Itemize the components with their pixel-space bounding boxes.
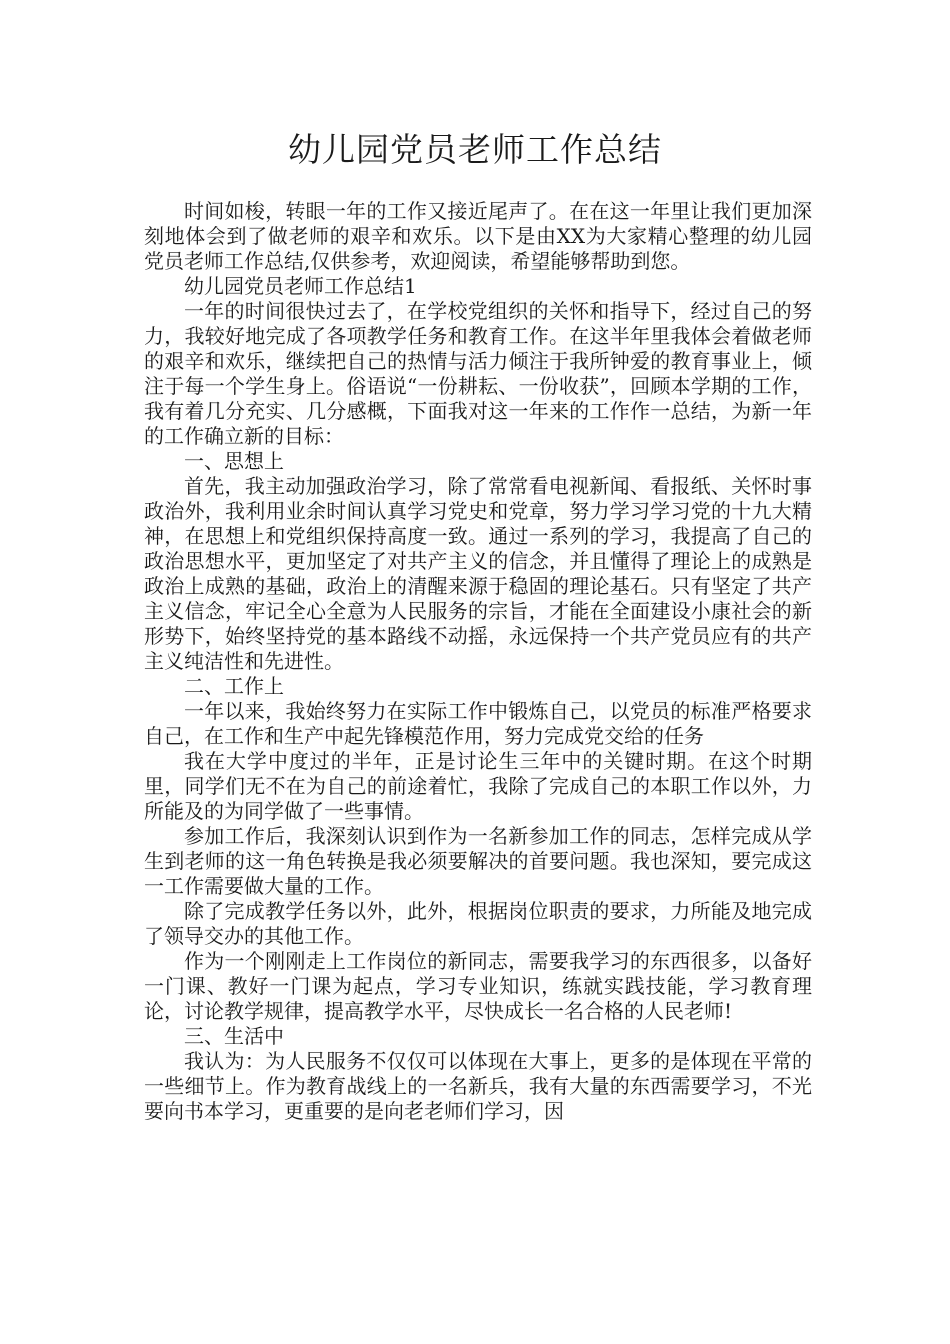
paragraph: 一年的时间很快过去了，在学校党组织的关怀和指导下，经过自己的努力，我较好地完成了各项教学任务和教育工作。在这半年里我体会着做老师的艰辛和欢乐，继续把自己的热情与活力倾注于我所钟爱的教育事业上，倾注于每一个学生身上。俗语说“一份耕耘、一份收获”，回顾本学期的工作，我有着几分充实、几分感概，下面我对这一年来的工作作一总结，为新一年的工作确立新的目标： [144, 299, 812, 448]
document-body [144, 199, 812, 1124]
section-heading-summary-1: 幼儿园党员老师工作总结1 [184, 274, 417, 298]
document-title: 幼儿园党员老师工作总结 [288, 130, 662, 169]
section-heading-life: 三、生活中 [184, 1024, 284, 1048]
paragraph: 首先，我主动加强政治学习，除了常常看电视新闻、看报纸、关怀时事政治外，我利用业余时间认真学习党史和党章，努力学习学习党的十九大精神，在思想上和党组织保持高度一致。通过一系列的学习，我提高了自己的政治思想水平，更加坚定了对共产主义的信念，并且懂得了理论上的成熟是政治上成熟的基础，政治上的清醒来源于稳固的理论基石。只有坚定了共产主义信念，牢记全心全意为人民服务的宗旨，才能在全面建设小康社会的新形势下，始终坚持党的基本路线不动摇，永远保持一个共产党员应有的共产主义纯洁性和先进性。 [144, 474, 812, 673]
paragraph: 除了完成教学任务以外，此外，根据岗位职责的要求，力所能及地完成了领导交办的其他工作。 [144, 899, 812, 948]
paragraph: 我在大学中度过的半年，正是讨论生三年中的关键时期。在这个时期里，同学们无不在为自己的前途着忙，我除了完成自己的本职工作以外，力所能及的为同学做了一些事情。 [144, 749, 812, 823]
paragraph: 一年以来，我始终努力在实际工作中锻炼自己，以党员的标准严格要求自己，在工作和生产中起先锋模范作用，努力完成党交给的任务 [144, 699, 812, 748]
paragraph: 参加工作后，我深刻认识到作为一名新参加工作的同志，怎样完成从学生到老师的这一角色转换是我必须要解决的首要问题。我也深知，要完成这一工作需要做大量的工作。 [144, 824, 812, 898]
paragraph: 作为一个刚刚走上工作岗位的新同志，需要我学习的东西很多，以备好一门课、教好一门课为起点，学习专业知识，练就实践技能，学习教育理论，讨论教学规律，提高教学水平，尽快成长一名合格的人民老师! [144, 949, 812, 1023]
section-heading-thought: 一、思想上 [184, 449, 284, 473]
paragraph: 我认为：为人民服务不仅仅可以体现在大事上，更多的是体现在平常的一些细节上。作为教育战线上的一名新兵，我有大量的东西需要学习，不光要向书本学习，更重要的是向老老师们学习，因 [144, 1049, 812, 1123]
section-heading-work: 二、工作上 [184, 674, 284, 698]
paragraph-intro: 时间如梭，转眼一年的工作又接近尾声了。在在这一年里让我们更加深刻地体会到了做老师的艰辛和欢乐。以下是由XX为大家精心整理的幼儿园党员老师工作总结,仅供参考，欢迎阅读，希望能够帮助到您。 [144, 199, 812, 273]
